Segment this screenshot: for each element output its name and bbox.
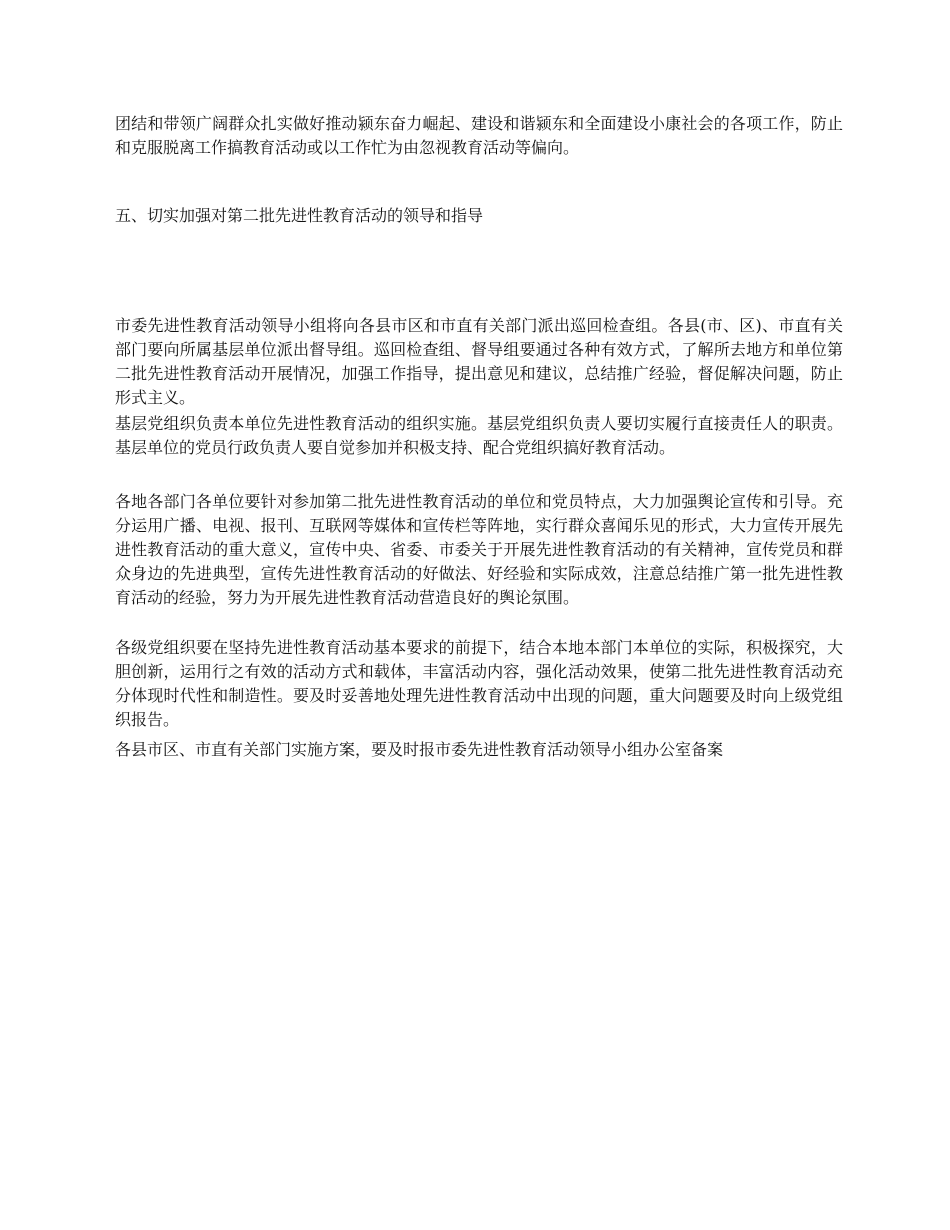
paragraph-inspection-groups: 市委先进性教育活动领导小组将向各县市区和市直有关部门派出巡回检查组。各县(市、区)、市直有关部门要向所属基层单位派出督导组。巡回检查组、督导组要通过各种有效方式，了解所去地方和单位第二批先进性教育活动开展情况，加强工作指导，提出意见和建议，总结推广经验，督促解决问题，防止形式主义。 bbox=[115, 316, 843, 407]
paragraph-grassroots-organization: 基层党组织负责本单位先进性教育活动的组织实施。基层党组织负责人要切实履行直接责任人的职责。基层单位的党员行政负责人要自觉参加并积极支持、配合党组织搞好教育活动。 bbox=[115, 414, 843, 457]
paragraph-publicity: 各地各部门各单位要针对参加第二批先进性教育活动的单位和党员特点，大力加强舆论宣传和引导。充分运用广播、电视、报刊、互联网等媒体和宣传栏等阵地，实行群众喜闻乐见的形式，大力宣传开展先进性教育活动的重大意义，宣传中央、省委、市委关于开展先进性教育活动的有关精神，宣传党员和群众身边的先进典型，宣传先进性教育活动的好做法、好经验和实际成效，注意总结推广第一批先进性教育活动的经验，努力为开展先进性教育活动营造良好的舆论氛围。 bbox=[115, 492, 843, 607]
paragraph-continuation: 团结和带领广阔群众扎实做好推动颍东奋力崛起、建设和谐颍东和全面建设小康社会的各项工作，防止和克服脱离工作搞教育活动或以工作忙为由忽视教育活动等偏向。 bbox=[115, 114, 843, 157]
paragraph-innovation: 各级党组织要在坚持先进性教育活动基本要求的前提下，结合本地本部门本单位的实际，积极探究，大胆创新，运用行之有效的活动方式和载体，丰富活动内容，强化活动效果，使第二批先进性教育活动充分体现时代性和制造性。要及时妥善地处理先进性教育活动中出现的问题，重大问题要及时向上级党组织报告。 bbox=[115, 638, 843, 729]
section-heading: 五、切实加强对第二批先进性教育活动的领导和指导 bbox=[115, 206, 484, 225]
paragraph-filing: 各县市区、市直有关部门实施方案，要及时报市委先进性教育活动领导小组办公室备案 bbox=[115, 740, 724, 759]
